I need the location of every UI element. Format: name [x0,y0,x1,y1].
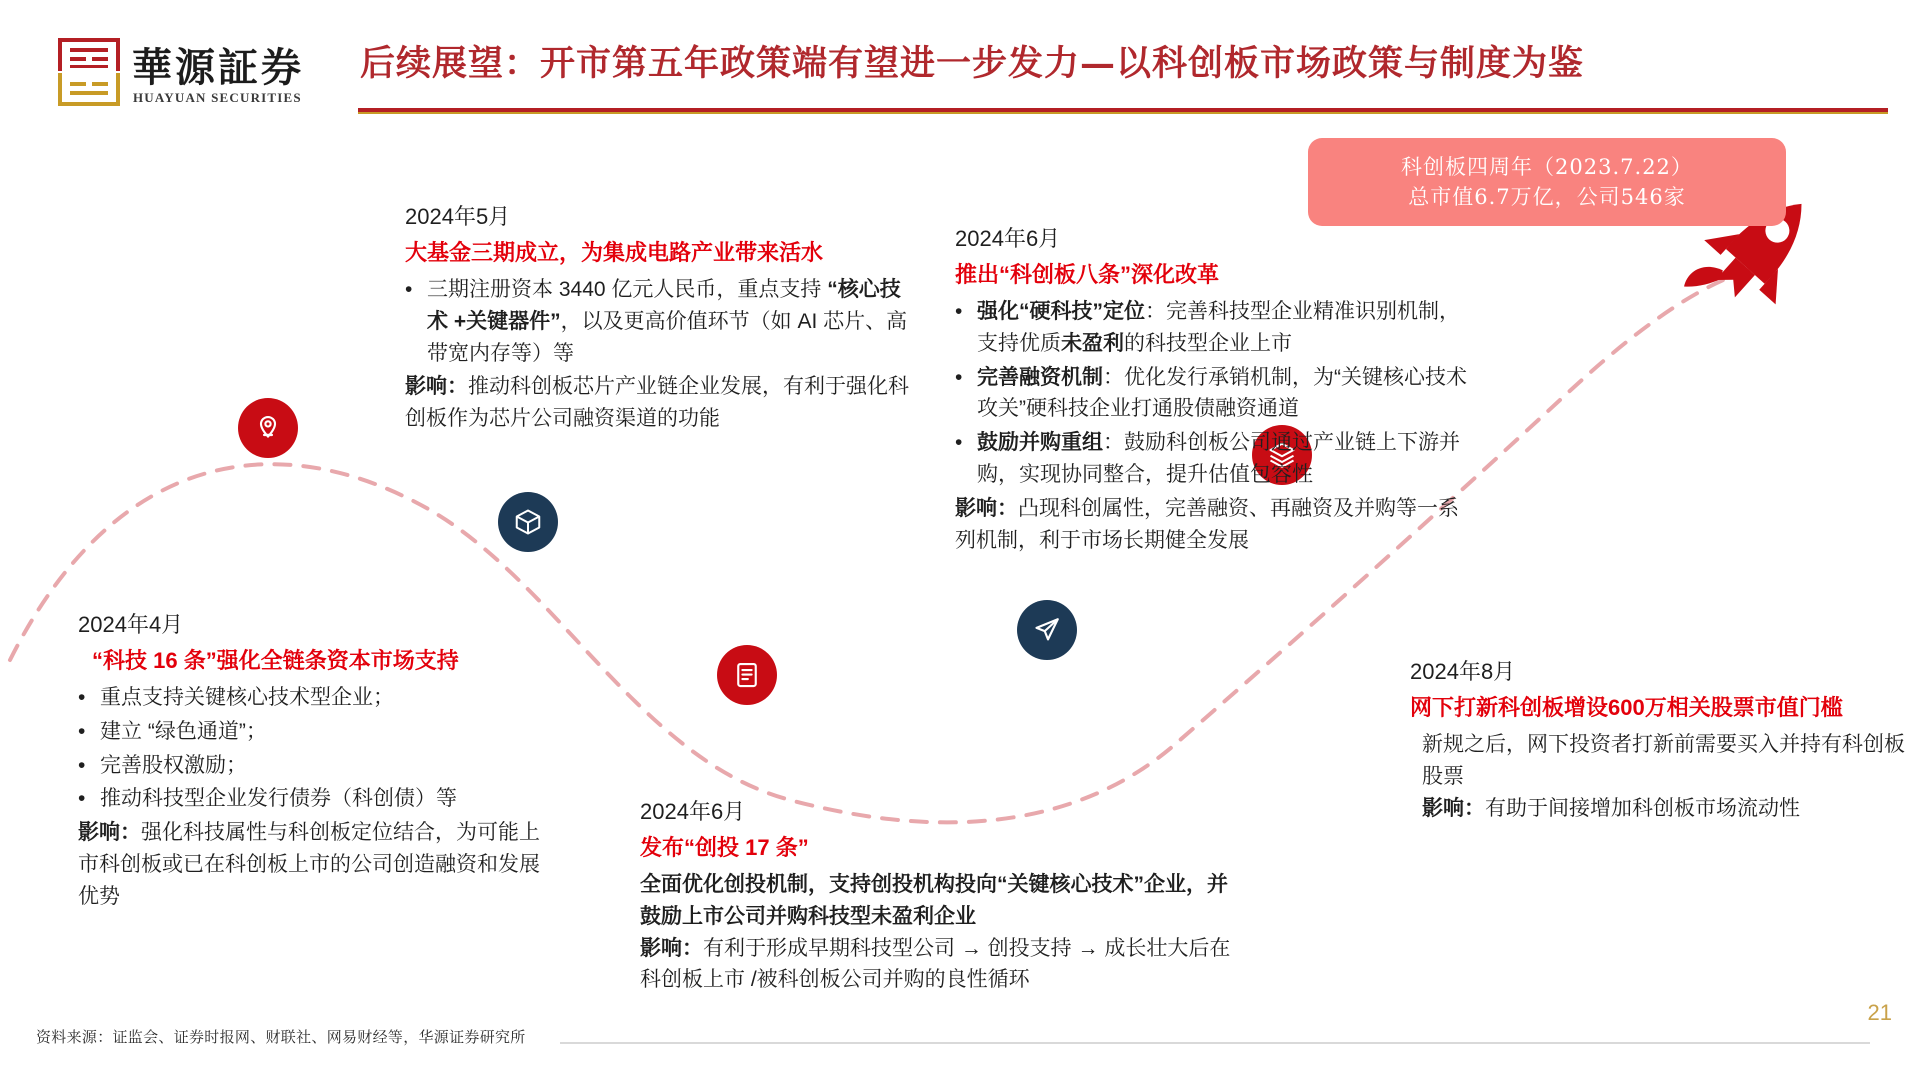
impact-cont: 于强化科创板作为芯片公司融资渠道的功能 [405,375,909,431]
bullet-dot: • [405,277,413,301]
bullet-text: 完善融资机制：优化发行承销机制，为“关键核心技术攻关”硬科技企业打通股债融资通道 [977,365,1467,421]
block-date: 2024年4月 [78,612,184,637]
bullet-text: 重点支持关键核心技术型企业； [100,685,394,709]
bullet-dot: • [78,685,86,709]
block-date: 2024年6月 [955,226,1061,251]
timeline-node-location[interactable] [238,398,298,458]
impact-label: 影响： [640,936,703,960]
bullet-dot: • [955,431,963,455]
timeline-node-document[interactable] [717,645,777,705]
block-bullet [955,296,1475,360]
document-icon [732,660,762,690]
slide-header [0,0,1920,130]
block-impact [640,933,1240,997]
block-impact [1410,793,1910,825]
footer-divider [560,1042,1870,1044]
brand-name-en: HUAYUAN SECURITIES [133,90,302,105]
block-body: 全面优化创投机制，支持创投机构投向“关键核心技术”企业，并鼓励上市公司并购科技型未盈利企业 [640,872,1228,928]
bullet-dot: • [955,299,963,323]
impact-label: 影响： [78,821,141,845]
block-date: 2024年6月 [640,799,746,824]
bullet-dot: • [78,753,86,777]
block-headline: “科技 16 条”强化全链条资本市场支持 [92,648,459,673]
block-date: 2024年5月 [405,204,511,229]
header-divider-gold [358,112,1888,114]
send-icon [1032,615,1062,645]
impact-text: 有助于间接增加科创板市场流动性 [1485,796,1800,820]
anniversary-callout [1308,138,1786,226]
bullet-text: 鼓励并购重组：鼓励科创板公司通过产业链上下游并购，实现协同整合，提升估值包容性 [977,431,1460,487]
block-bullet [78,716,548,748]
bullet-text: 推动科技型企业发行债券（科创债）等 [100,787,457,811]
block-jun-2024-a [955,222,1475,557]
block-bullet [78,783,548,815]
block-bullet [405,274,917,370]
block-date: 2024年8月 [1410,659,1516,684]
callout-line-1: 科创板四周年（2023.7.22） [1401,154,1693,179]
bullet-text: 完善股权激励； [100,753,247,777]
block-body: 新规之后，网下投资者打新前需要买入并持有科创板股票 [1422,732,1905,788]
block-apr-2024 [78,608,548,913]
impact-text: 有利于形成早期科技型公司 → 创投支持 → 成 [703,936,1126,960]
bullet-dot: • [78,719,86,743]
source-note: 资料来源：证监会、证券时报网、财联社、网易财经等，华源证券研究所 [36,1028,526,1046]
bullet-text: 三期注册资本 3440 亿元人民币，重点支持 “核心技术 +关键器件”，以及更高价值环节（如 AI 芯片、高带宽内存等）等 [427,277,908,365]
bullet-text: 强化“硬科技”定位：完善科技型企业精准识别机制，支持优质未盈利的科技型企业上市 [977,299,1460,355]
block-impact [78,817,548,913]
impact-label: 影响： [1422,796,1485,820]
location-pin-icon [253,413,283,443]
huayuan-logo-icon [58,38,120,106]
page-number: 21 [1867,1000,1892,1025]
page-title: 后续展望：开市第五年政策端有望进一步发力—以科创板市场政策与制度为鉴 [360,43,1585,84]
block-headline: 推出“科创板八条”深化改革 [955,262,1220,287]
cube-icon [513,507,543,537]
impact-cont: 长壮大后在科创板上市 /被科创板公司并购的良性循环 [640,936,1231,992]
block-headline: 网下打新科创板增设600万相关股票市值门槛 [1410,695,1843,720]
brand-name-cn: 華源証券 [132,44,304,91]
impact-text: 推动科创板芯片产业链企业发展，有利 [468,375,825,399]
impact-cont-2: 司创造融资和发展优势 [78,853,540,909]
block-impact [955,493,1475,557]
block-impact [405,371,917,435]
block-bullet [78,750,548,782]
block-headline: 发布“创投 17 条” [640,835,809,860]
block-aug-2024 [1410,655,1910,824]
bullet-dot: • [955,365,963,389]
impact-cont-1: 为可能上市科创板或已在科创板上市的公 [78,821,540,877]
block-bullet [955,427,1475,491]
impact-label: 影响： [955,497,1018,521]
timeline-node-send[interactable] [1017,600,1077,660]
block-bullet [78,682,548,714]
block-bullet [955,362,1475,426]
impact-text: 强化科技属性与科创板定位结合， [141,821,456,845]
impact-cont: 等一系列机制，利于市场长期健全发展 [955,497,1459,553]
impact-label: 影响： [405,375,468,399]
block-jun-2024-b [640,795,1240,996]
block-headline: 大基金三期成立，为集成电路产业带来活水 [405,240,824,265]
impact-text: 凸现科创属性，完善融资、再融资及并购 [1018,497,1396,521]
bullet-text: 建立 “绿色通道”； [100,719,267,743]
timeline-node-cube[interactable] [498,492,558,552]
block-may-2024 [405,200,917,435]
bullet-dot: • [78,787,86,811]
callout-line-2: 总市值6.7万亿，公司546家 [1408,185,1686,209]
